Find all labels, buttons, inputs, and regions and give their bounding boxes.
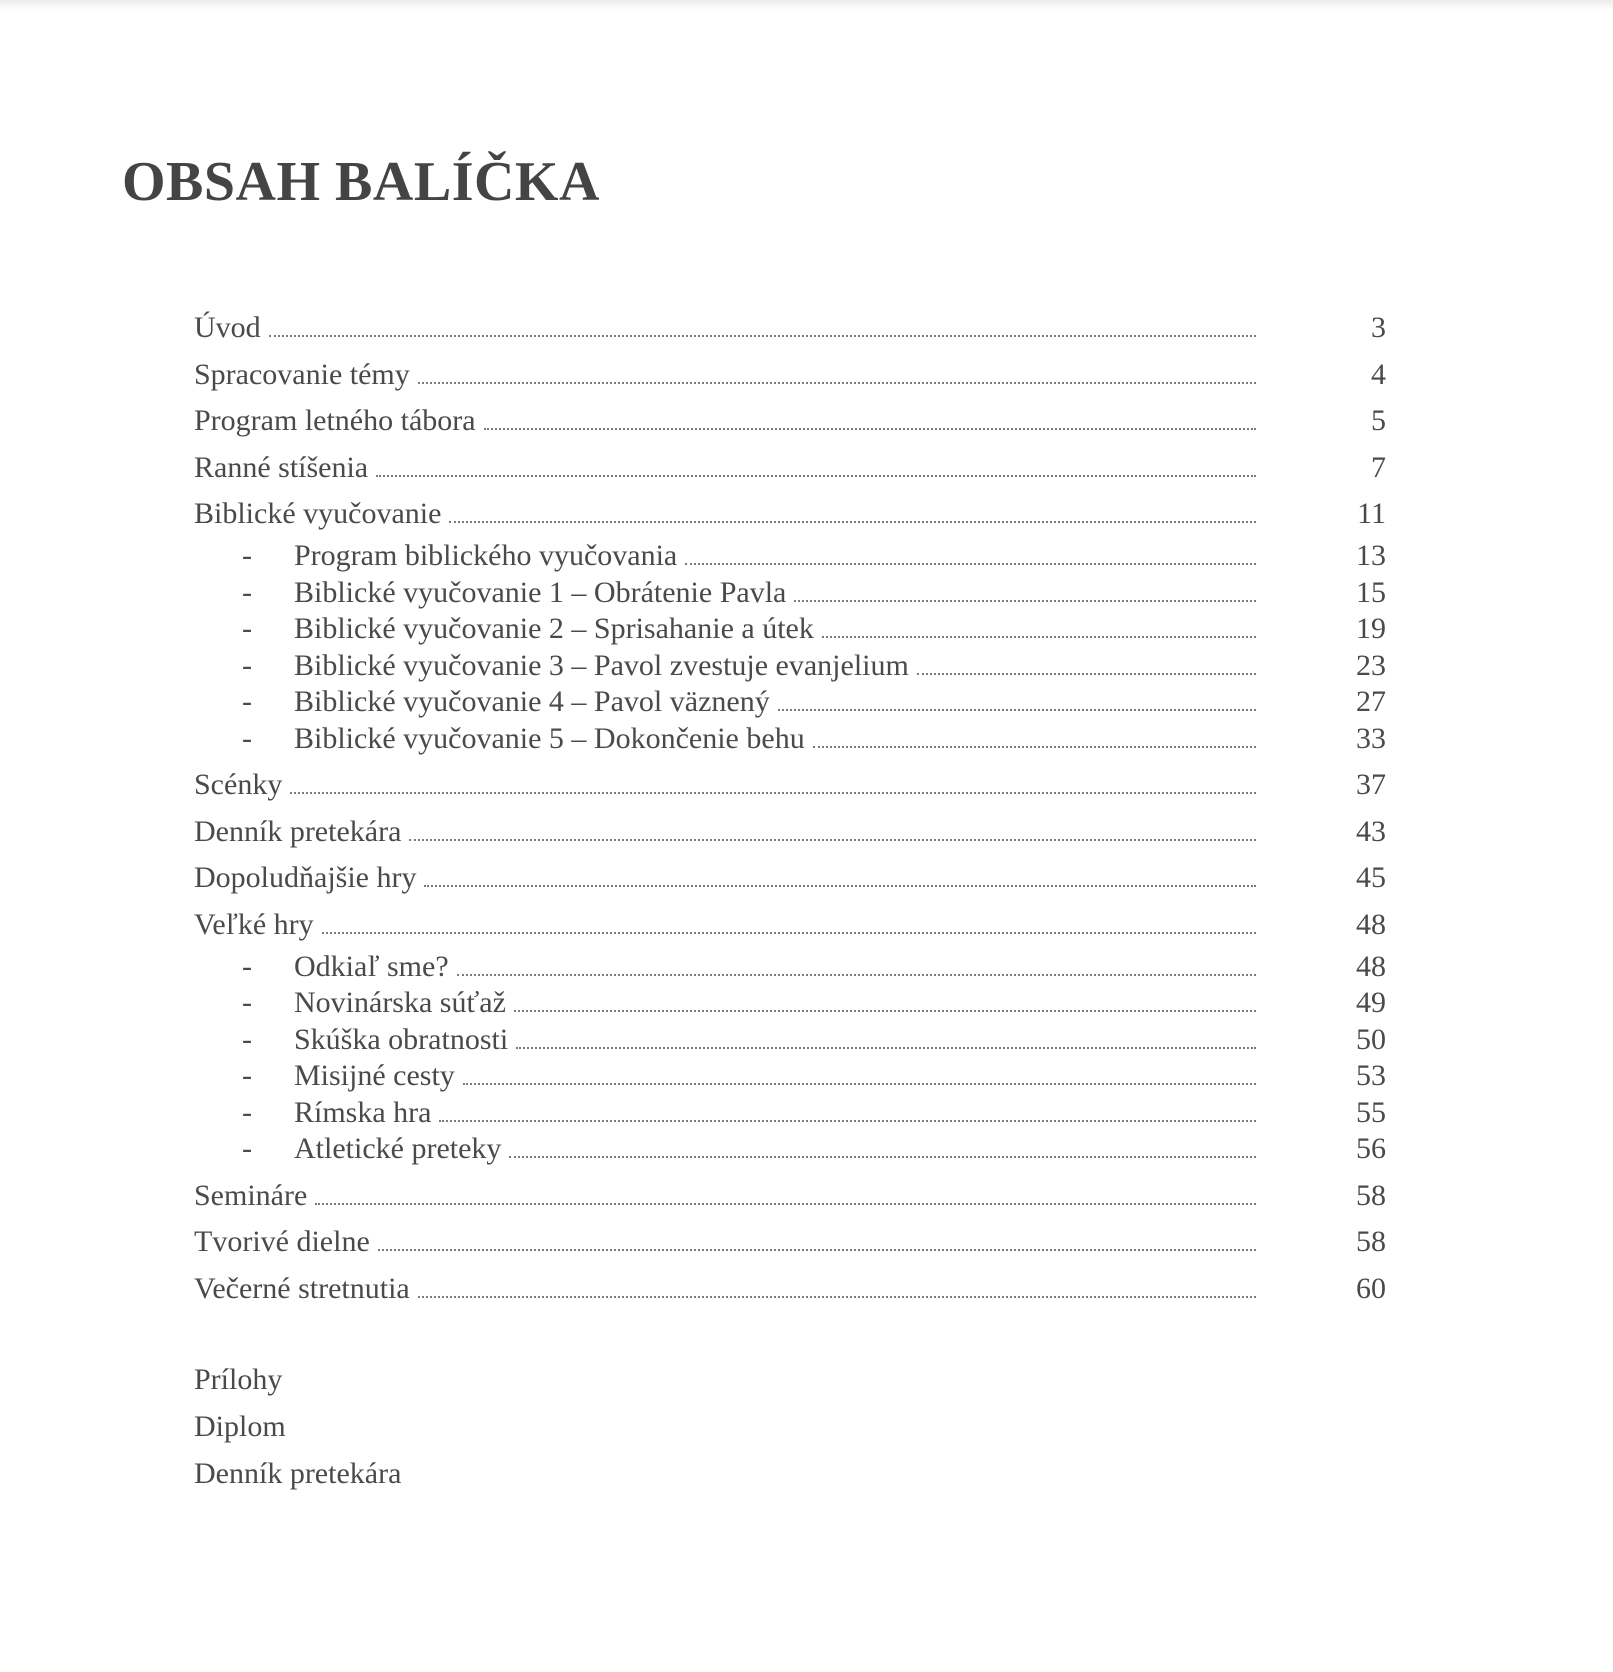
dot-leader — [409, 838, 1256, 841]
toc-entry-label: Denník pretekára — [194, 815, 402, 848]
dot-leader — [322, 931, 1256, 934]
bullet-dash: - — [242, 986, 252, 1019]
toc-entry[interactable] — [194, 1176, 1386, 1216]
toc-entry-page-number: 7 — [1371, 451, 1386, 484]
toc-entry[interactable] — [194, 947, 1386, 987]
toc-entry[interactable] — [194, 308, 1386, 348]
toc-entry[interactable] — [194, 1269, 1386, 1309]
bullet-dash: - — [242, 539, 252, 572]
toc-entry-label: Misijné cesty — [294, 1059, 455, 1092]
bullet-dash: - — [242, 576, 252, 609]
toc-entry[interactable] — [194, 1222, 1386, 1262]
toc-entry-label: Novinárska súťaž — [294, 986, 506, 1019]
toc-entry-page-number: 3 — [1371, 311, 1386, 344]
dot-leader — [509, 1155, 1256, 1158]
dot-leader — [463, 1082, 1256, 1085]
dot-leader — [269, 334, 1256, 337]
toc-entry[interactable] — [194, 355, 1386, 395]
toc-entry-label: Rímska hra — [294, 1096, 432, 1129]
toc-entry-page-number: 48 — [1356, 950, 1386, 983]
toc-entry-page-number: 4 — [1371, 358, 1386, 391]
toc-entry[interactable] — [194, 609, 1386, 649]
toc-entry-page-number: 15 — [1356, 576, 1386, 609]
bullet-dash: - — [242, 649, 252, 682]
dot-leader — [439, 1119, 1256, 1122]
toc-entry-page-number: 56 — [1356, 1132, 1386, 1165]
toc-entry[interactable] — [194, 1056, 1386, 1096]
toc-entry[interactable] — [194, 448, 1386, 488]
dot-leader — [917, 672, 1256, 675]
toc-entry[interactable] — [194, 401, 1386, 441]
dot-leader — [813, 745, 1256, 748]
toc-entry-page-number: 13 — [1356, 539, 1386, 572]
page-title: OBSAH BALÍČKA — [122, 151, 600, 213]
toc-entry-label: Odkiaľ sme? — [294, 950, 449, 983]
bullet-dash: - — [242, 722, 252, 755]
dot-leader — [457, 973, 1256, 976]
toc-entry-label: Úvod — [194, 311, 261, 344]
toc-entry-page-number: 43 — [1356, 815, 1386, 848]
toc-entry-page-number: 53 — [1356, 1059, 1386, 1092]
bullet-dash: - — [242, 1023, 252, 1056]
bullet-dash: - — [242, 685, 252, 718]
bullet-dash: - — [242, 1132, 252, 1165]
toc-entry-label: Večerné stretnutia — [194, 1272, 410, 1305]
toc-entry-label: Tvorivé dielne — [194, 1225, 370, 1258]
dot-leader — [685, 562, 1256, 565]
appendix-item: Denník pretekára — [194, 1457, 402, 1490]
dot-leader — [378, 1248, 1256, 1251]
dot-leader — [514, 1009, 1256, 1012]
dot-leader — [516, 1046, 1256, 1049]
toc-entry-label: Biblické vyučovanie 1 – Obrátenie Pavla — [294, 576, 787, 609]
toc-entry-page-number: 60 — [1356, 1272, 1386, 1305]
toc-entry[interactable] — [194, 905, 1386, 945]
toc-entry[interactable] — [194, 682, 1386, 722]
appendix-item: Prílohy — [194, 1363, 283, 1396]
dot-leader — [449, 520, 1256, 523]
toc-entry-label: Dopoludňajšie hry — [194, 861, 417, 894]
toc-entry-page-number: 50 — [1356, 1023, 1386, 1056]
toc-entry[interactable] — [194, 646, 1386, 686]
bullet-dash: - — [242, 950, 252, 983]
dot-leader — [424, 884, 1256, 887]
bullet-dash: - — [242, 1059, 252, 1092]
toc-entry-label: Biblické vyučovanie 4 – Pavol väznený — [294, 685, 770, 718]
dot-leader — [315, 1202, 1256, 1205]
toc-entry-page-number: 48 — [1356, 908, 1386, 941]
dot-leader — [778, 708, 1256, 711]
toc-entry-page-number: 27 — [1356, 685, 1386, 718]
toc-entry-label: Program letného tábora — [194, 404, 476, 437]
toc-entry-label: Skúška obratnosti — [294, 1023, 509, 1056]
toc-entry[interactable] — [194, 1093, 1386, 1133]
toc-entry-label: Scénky — [194, 768, 283, 801]
toc-entry-label: Spracovanie témy — [194, 358, 410, 391]
toc-entry[interactable] — [194, 812, 1386, 852]
dot-leader — [484, 427, 1256, 430]
bullet-dash: - — [242, 1096, 252, 1129]
toc-entry-label: Program biblického vyučovania — [294, 539, 678, 572]
toc-entry-label: Atletické preteky — [294, 1132, 502, 1165]
toc-entry-page-number: 55 — [1356, 1096, 1386, 1129]
toc-entry-page-number: 33 — [1356, 722, 1386, 755]
toc-entry[interactable] — [194, 536, 1386, 576]
dot-leader — [290, 791, 1256, 794]
appendix-item: Diplom — [194, 1410, 286, 1443]
toc-entry-page-number: 49 — [1356, 986, 1386, 1019]
toc-entry-label: Ranné stíšenia — [194, 451, 369, 484]
toc-entry[interactable] — [194, 573, 1386, 613]
toc-entry[interactable] — [194, 1129, 1386, 1169]
dot-leader — [418, 381, 1256, 384]
dot-leader — [418, 1295, 1256, 1298]
toc-entry-page-number: 19 — [1356, 612, 1386, 645]
dot-leader — [376, 474, 1256, 477]
toc-entry-page-number: 37 — [1356, 768, 1386, 801]
toc-entry-label: Semináre — [194, 1179, 308, 1212]
toc-entry[interactable] — [194, 765, 1386, 805]
scan-edge — [0, 0, 1613, 10]
toc-entry-page-number: 58 — [1356, 1179, 1386, 1212]
dot-leader — [794, 599, 1256, 602]
toc-entry-label: Veľké hry — [194, 908, 314, 941]
toc-entry-label: Biblické vyučovanie 3 – Pavol zvestuje evanjelium — [294, 649, 909, 682]
toc-entry-page-number: 45 — [1356, 861, 1386, 894]
toc-entry-page-number: 58 — [1356, 1225, 1386, 1258]
toc-entry[interactable] — [194, 1020, 1386, 1060]
toc-entry[interactable] — [194, 494, 1386, 534]
toc-entry-label: Biblické vyučovanie 2 – Sprisahanie a útek — [294, 612, 814, 645]
toc-entry[interactable] — [194, 983, 1386, 1023]
bullet-dash: - — [242, 612, 252, 645]
toc-entry-page-number: 11 — [1357, 497, 1386, 530]
toc-entry-label: Biblické vyučovanie — [194, 497, 442, 530]
toc-entry[interactable] — [194, 858, 1386, 898]
dot-leader — [822, 635, 1256, 638]
toc-entry-page-number: 5 — [1371, 404, 1386, 437]
toc-entry-page-number: 23 — [1356, 649, 1386, 682]
toc-entry-label: Biblické vyučovanie 5 – Dokončenie behu — [294, 722, 805, 755]
toc-entry[interactable] — [194, 719, 1386, 759]
